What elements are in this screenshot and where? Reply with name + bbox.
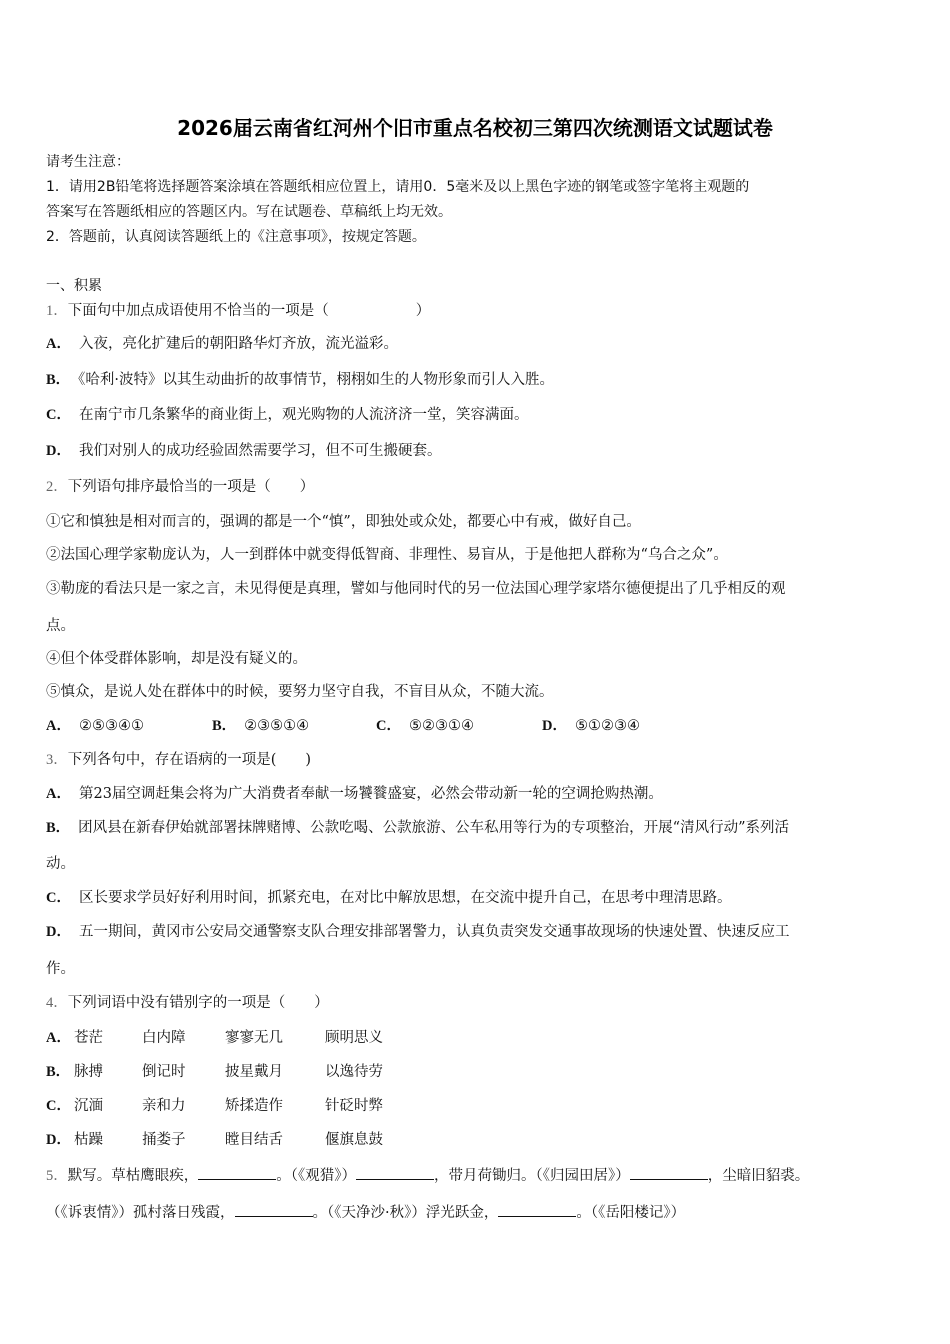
- option-text: 团风县在新春伊始就部署抹牌赌博、公款吃喝、公款旅游、公车私用等行为的专项整治，开展“清风行动”系列活: [78, 820, 789, 836]
- option-label: A．: [46, 786, 71, 802]
- option-text: ②⑤③④①: [78, 718, 144, 734]
- question-5-line-1: [46, 1165, 809, 1186]
- q1-option-b: [46, 370, 554, 390]
- option-label: A．: [46, 336, 71, 352]
- q3-option-a: [46, 784, 663, 804]
- fill-blank-2[interactable]: [356, 1165, 434, 1180]
- section-heading: 一、积累: [46, 278, 102, 294]
- q2-option-b: [212, 716, 309, 736]
- question-3-stem: [46, 750, 311, 770]
- option-label: B．: [212, 718, 237, 734]
- q4-option-a: [46, 1028, 383, 1048]
- word: 披星戴月: [225, 1064, 283, 1080]
- question-number: 3．: [46, 752, 68, 768]
- question-text: 默写。: [67, 1168, 112, 1184]
- option-label: D．: [542, 718, 567, 734]
- word: 苍茫: [74, 1030, 103, 1046]
- q2-sentence-3: ③勒庞的看法只是一家之言，未见得便是真理，譬如与他同时代的另一位法国心理学家塔尔德便提出了几乎相反的观: [46, 581, 786, 597]
- option-label: C．: [376, 718, 401, 734]
- poem-source: 。（《岳阳楼记》）: [576, 1205, 686, 1221]
- q2-option-c: [376, 716, 474, 736]
- option-text: 《哈利·波特》以其生动曲折的故事情节，栩栩如生的人物形象而引人入胜。: [78, 372, 555, 388]
- poem-line: 草枯鹰眼疾，: [111, 1168, 199, 1184]
- option-text: ⑤②③①④: [408, 718, 474, 734]
- word: 以逸待劳: [325, 1064, 383, 1080]
- q3-option-b: [46, 818, 789, 838]
- option-label: C．: [46, 407, 71, 423]
- notice-item-1-cont: 答案写在答题纸相应的答题区内。写在试题卷、草稿纸上均无效。: [46, 204, 452, 220]
- q2-sentence-2: ②法国心理学家勒庞认为，人一到群体中就变得低智商、非理性、易盲从，于是他把人群称为“乌合之众”。: [46, 547, 728, 563]
- q4-option-b: [46, 1062, 383, 1082]
- poem-source: 。（《观猎》）: [276, 1168, 356, 1184]
- word: 枯躁: [74, 1132, 103, 1148]
- q3-option-d-cont: 作。: [46, 961, 75, 977]
- q2-sentence-3-cont: 点。: [46, 618, 75, 634]
- word: 寥寥无几: [225, 1030, 283, 1046]
- word: 倒记时: [142, 1064, 186, 1080]
- poem-line: 。（《天净沙·秋》）浮光跃金，: [312, 1205, 499, 1221]
- option-text: 第23届空调赶集会将为广大消费者奉献一场饕餮盛宴，必然会带动新一轮的空调抢购热潮。: [78, 786, 663, 802]
- notice-item-2: 2．答题前，认真阅读答题纸上的《注意事项》，按规定答题。: [46, 229, 426, 245]
- option-label: D．: [46, 924, 71, 940]
- q2-option-a: [46, 716, 144, 736]
- word: 瞠目结舌: [225, 1132, 283, 1148]
- q3-option-c: [46, 888, 731, 908]
- q2-sentence-1: ①它和慎独是相对而言的，强调的都是一个“慎”，即独处或众处，都要心中有戒，做好自己。: [46, 514, 641, 530]
- option-text: 我们对别人的成功经验固然需要学习，但不可生搬硬套。: [78, 443, 442, 459]
- option-label: D．: [46, 1132, 71, 1148]
- q3-option-d: [46, 922, 789, 942]
- option-text: 在南宁市几条繁华的商业街上，观光购物的人流济济一堂，笑容满面。: [78, 407, 529, 423]
- option-label: C．: [46, 1098, 71, 1114]
- q1-option-c: [46, 405, 528, 425]
- q2-option-d: [542, 716, 640, 736]
- q1-option-a: [46, 334, 398, 354]
- question-number: 2．: [46, 479, 68, 495]
- q2-sentence-4: ④但个体受群体影响，却是没有疑义的。: [46, 651, 307, 667]
- option-text: 区长要求学员好好利用时间，抓紧充电，在对比中解放思想，在交流中提升自己，在思考中理清思路。: [78, 890, 732, 906]
- word: 针砭时弊: [325, 1098, 383, 1114]
- option-label: B．: [46, 820, 71, 836]
- poem-line: （《诉衷情》）孤村落日残霞，: [46, 1205, 235, 1221]
- question-4-stem: [46, 993, 329, 1013]
- question-number: 1．: [46, 303, 68, 319]
- question-text: 下列各句中，存在语病的一项是( ): [67, 752, 312, 768]
- word: 捅娄子: [142, 1132, 186, 1148]
- word: 顾明思义: [325, 1030, 383, 1046]
- word: 亲和力: [142, 1098, 186, 1114]
- option-text: ⑤①②③④: [574, 718, 640, 734]
- notice-item-1: 1．请用2B铅笔将选择题答案涂填在答题纸相应位置上，请用0．5毫米及以上黑色字迹的钢笔或签字笔将主观题的: [46, 179, 750, 195]
- option-label: B．: [46, 372, 71, 388]
- poem-line: ，尘暗旧貂裘。: [707, 1168, 810, 1184]
- notice-heading: 请考生注意：: [46, 154, 130, 170]
- q4-option-c: [46, 1096, 383, 1116]
- option-label: C．: [46, 890, 71, 906]
- question-2-stem: [46, 477, 314, 497]
- question-number: 5．: [46, 1168, 68, 1184]
- option-label: D．: [46, 443, 71, 459]
- exam-title: 2026届云南省红河州个旧市重点名校初三第四次统测语文试题试卷: [177, 116, 773, 140]
- fill-blank-3[interactable]: [630, 1165, 708, 1180]
- q3-option-b-cont: 动。: [46, 856, 75, 872]
- fill-blank-4[interactable]: [235, 1202, 313, 1217]
- word: 矫揉造作: [225, 1098, 283, 1114]
- option-label: A．: [46, 1030, 71, 1046]
- word: 白内障: [142, 1030, 186, 1046]
- q1-option-d: [46, 441, 441, 461]
- q4-option-d: [46, 1130, 383, 1150]
- word: 沉湎: [74, 1098, 103, 1114]
- option-label: A．: [46, 718, 71, 734]
- question-1-stem: [46, 301, 430, 321]
- option-text: ②③⑤①④: [244, 718, 310, 734]
- fill-blank-5[interactable]: [498, 1202, 576, 1217]
- question-5-line-2: [46, 1202, 685, 1223]
- poem-line: ，带月荷锄归。（《归园田居》）: [434, 1168, 630, 1184]
- option-label: B．: [46, 1064, 71, 1080]
- fill-blank-1[interactable]: [198, 1165, 276, 1180]
- word: 脉搏: [74, 1064, 103, 1080]
- option-text: 五一期间，黄冈市公安局交通警察支队合理安排部署警力，认真负责突发交通事故现场的快速处置、快速反应工: [78, 924, 790, 940]
- word: 偃旗息鼓: [325, 1132, 383, 1148]
- question-text: 下面句中加点成语使用不恰当的一项是（ ）: [67, 303, 431, 319]
- question-number: 4．: [46, 995, 68, 1011]
- q2-sentence-5: ⑤慎众，是说人处在群体中的时候，要努力坚守自我，不盲目从众，不随大流。: [46, 684, 554, 700]
- question-text: 下列语句排序最恰当的一项是（ ）: [67, 479, 315, 495]
- question-text: 下列词语中没有错别字的一项是（ ）: [67, 995, 329, 1011]
- option-text: 入夜，亮化扩建后的朝阳路华灯齐放，流光溢彩。: [78, 336, 398, 352]
